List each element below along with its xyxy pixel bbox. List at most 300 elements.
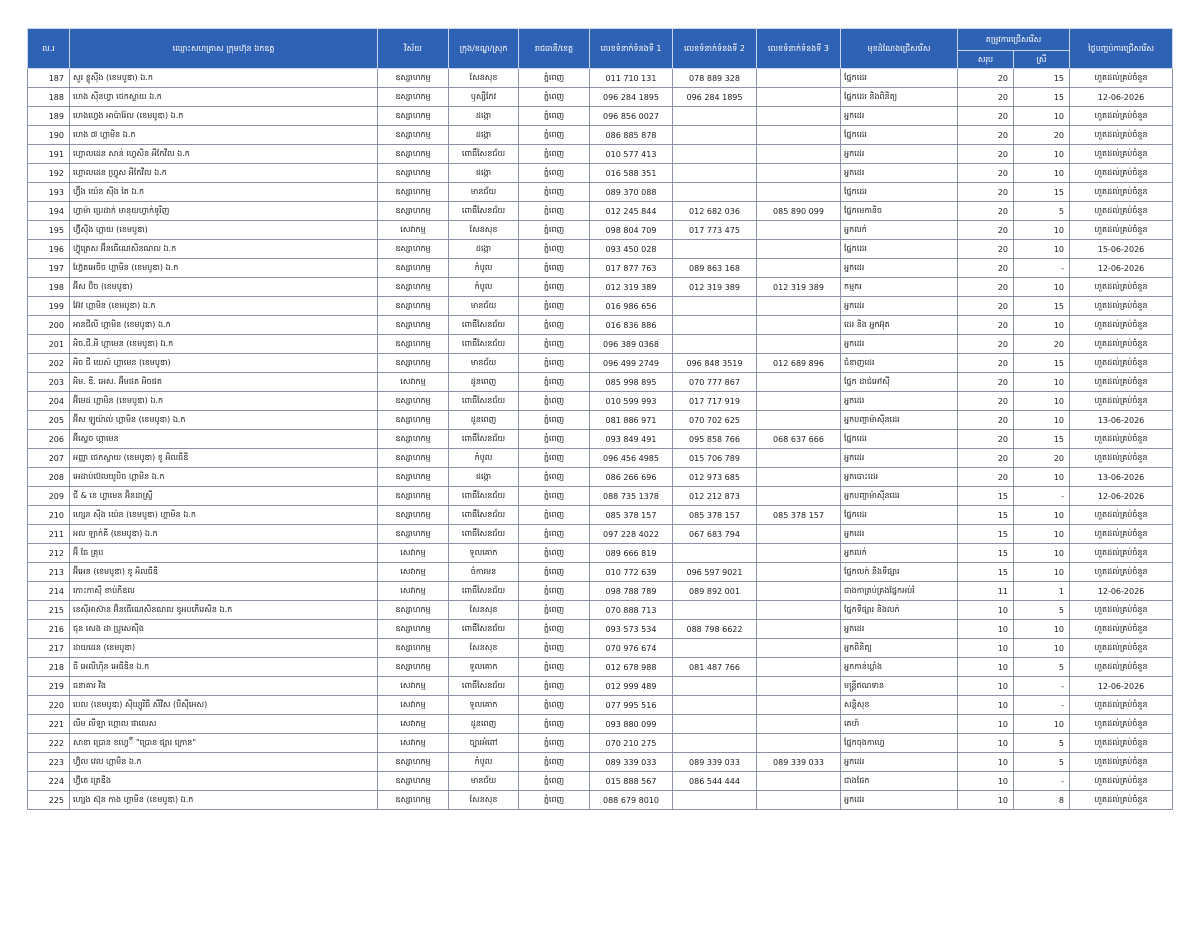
phone-2-cell: 012 973 685	[673, 468, 757, 487]
row-number-cell: 216	[28, 620, 70, 639]
total-count-cell: 20	[958, 430, 1014, 449]
phone-1-cell: 010 772 639	[590, 563, 673, 582]
female-count-cell: 10	[1014, 278, 1070, 297]
district-cell: ពោធិ៍សែនជ័យ	[449, 392, 519, 411]
header-province: រាជធានី/ខេត្ត	[519, 29, 590, 69]
total-count-cell: 10	[958, 715, 1014, 734]
phone-2-cell	[673, 240, 757, 259]
deadline-cell: ហួតដល់គ្រប់ចំនួន	[1070, 544, 1173, 563]
phone-1-cell: 011 710 131	[590, 69, 673, 88]
district-cell: ចំការមន	[449, 563, 519, 582]
company-name-cell: បេល (ខេមបូឌា) សុីឃ្យូរីធី សឺវីស (បីស៊ីអេស)	[70, 696, 378, 715]
position-cell: ផ្នែកលក់ និងទីផ្សារ	[841, 563, 958, 582]
total-count-cell: 20	[958, 183, 1014, 202]
district-cell: ពោធិ៍សែនជ័យ	[449, 620, 519, 639]
total-count-cell: 10	[958, 772, 1014, 791]
deadline-cell: ហួតដល់គ្រប់ចំនួន	[1070, 335, 1173, 354]
district-cell: មានជ័យ	[449, 297, 519, 316]
phone-2-cell	[673, 297, 757, 316]
sector-cell: ឧស្សាហកម្ម	[378, 164, 449, 183]
phone-3-cell	[757, 734, 841, 753]
phone-2-cell: 086 544 444	[673, 772, 757, 791]
province-cell: ភ្នំពេញ	[519, 107, 590, 126]
district-cell: មានជ័យ	[449, 354, 519, 373]
table-row	[28, 145, 1173, 164]
row-number-cell: 217	[28, 639, 70, 658]
district-cell: ពោធិ៍សែនជ័យ	[449, 316, 519, 335]
province-cell: ភ្នំពេញ	[519, 164, 590, 183]
phone-3-cell	[757, 107, 841, 126]
female-count-cell: 10	[1014, 563, 1070, 582]
deadline-cell: ហួតដល់គ្រប់ចំនួន	[1070, 221, 1173, 240]
province-cell: ភ្នំពេញ	[519, 145, 590, 164]
position-cell: អ្នកដេរ	[841, 525, 958, 544]
company-name-cell: សួរ ខ្លូស៊ីង (ខេមបូឌា) ឯ.ក	[70, 69, 378, 88]
phone-1-cell: 012 319 389	[590, 278, 673, 297]
total-count-cell: 20	[958, 69, 1014, 88]
position-cell: អ្នកដេរ	[841, 259, 958, 278]
table-row	[28, 430, 1173, 449]
table-row	[28, 69, 1173, 88]
deadline-cell: 12-06-2026	[1070, 259, 1173, 278]
phone-3-cell	[757, 563, 841, 582]
phone-2-cell: 085 378 157	[673, 506, 757, 525]
row-number-cell: 212	[28, 544, 70, 563]
phone-2-cell	[673, 601, 757, 620]
phone-3-cell	[757, 791, 841, 810]
phone-2-cell	[673, 164, 757, 183]
phone-2-cell	[673, 639, 757, 658]
female-count-cell: 15	[1014, 69, 1070, 88]
table-row	[28, 449, 1173, 468]
total-count-cell: 20	[958, 411, 1014, 430]
province-cell: ភ្នំពេញ	[519, 202, 590, 221]
district-cell: សែនសុខ	[449, 639, 519, 658]
deadline-cell: ហួតដល់គ្រប់ចំនួន	[1070, 183, 1173, 202]
sector-cell: ឧស្សាហកម្ម	[378, 126, 449, 145]
district-cell: កំបូល	[449, 753, 519, 772]
row-number-cell: 225	[28, 791, 70, 810]
female-count-cell: 10	[1014, 240, 1070, 259]
position-cell: អ្នកលក់	[841, 544, 958, 563]
header-phone1: លេខទំនាក់ទំនងទី 1	[590, 29, 673, 69]
phone-3-cell	[757, 620, 841, 639]
phone-2-cell: 070 702 625	[673, 411, 757, 430]
position-cell: ផ្នែកដេរ និងពិនិត្យ	[841, 88, 958, 107]
phone-3-cell	[757, 772, 841, 791]
company-name-cell: អ៊ីស ឡូយ៉ាល់ ហ្គាមិន (ខេមបូឌា) ឯ.ក	[70, 411, 378, 430]
phone-1-cell: 093 849 491	[590, 430, 673, 449]
row-number-cell: 208	[28, 468, 70, 487]
deadline-cell: ហួតដល់គ្រប់ចំនួន	[1070, 126, 1173, 145]
phone-1-cell: 081 886 971	[590, 411, 673, 430]
total-count-cell: 20	[958, 240, 1014, 259]
sector-cell: ឧស្សាហកម្ម	[378, 525, 449, 544]
phone-3-cell	[757, 715, 841, 734]
row-number-cell: 221	[28, 715, 70, 734]
row-number-cell: 190	[28, 126, 70, 145]
deadline-cell: ហួតដល់គ្រប់ចំនួន	[1070, 620, 1173, 639]
company-name-cell: លឹម លីឡា ហ្គោល ផាលេស	[70, 715, 378, 734]
table-row	[28, 715, 1173, 734]
position-cell: អ្នកដេរ	[841, 449, 958, 468]
row-number-cell: 213	[28, 563, 70, 582]
company-name-cell: ខេស៊ីអាស៊ាន អ៊ិនធើណេសិនណល ខូអបភើរេសិន ឯ.ក	[70, 601, 378, 620]
table-row	[28, 639, 1173, 658]
position-cell: សន្តិសុខ	[841, 696, 958, 715]
sector-cell: ឧស្សាហកម្ម	[378, 791, 449, 810]
table-row	[28, 164, 1173, 183]
sector-cell: សេវាកម្ម	[378, 715, 449, 734]
female-count-cell: 10	[1014, 620, 1070, 639]
sector-cell: សេវាកម្ម	[378, 696, 449, 715]
company-name-cell: អ៊ីស ប៊ិច (ខេមបូឌា)	[70, 278, 378, 297]
phone-2-cell: 017 773 475	[673, 221, 757, 240]
row-number-cell: 214	[28, 582, 70, 601]
deadline-cell: ហួតដល់គ្រប់ចំនួន	[1070, 601, 1173, 620]
phone-3-cell	[757, 392, 841, 411]
company-name-cell: អិច ជី យេស៍ ហ្គាមេន (ខេមបូឌា)	[70, 354, 378, 373]
deadline-cell: ហួតដល់គ្រប់ចំនួន	[1070, 316, 1173, 335]
sector-cell: ឧស្សាហកម្ម	[378, 297, 449, 316]
row-number-cell: 215	[28, 601, 70, 620]
phone-3-cell	[757, 658, 841, 677]
position-cell: ផ្នែកដេរ	[841, 240, 958, 259]
company-name-cell: ជី & ខេ ហ្គាមេន អ៊ិនដាស្ទ្រី	[70, 487, 378, 506]
female-count-cell: 10	[1014, 392, 1070, 411]
province-cell: ភ្នំពេញ	[519, 620, 590, 639]
phone-2-cell	[673, 715, 757, 734]
position-cell: ផ្នែកមេកានិច	[841, 202, 958, 221]
province-cell: ភ្នំពេញ	[519, 772, 590, 791]
district-cell: ដង្កោ	[449, 164, 519, 183]
row-number-cell: 207	[28, 449, 70, 468]
phone-3-cell	[757, 335, 841, 354]
sector-cell: ឧស្សាហកម្ម	[378, 430, 449, 449]
company-name-cell: ហ៊្វិល វេល ហ្គាមិន ឯ.ក	[70, 753, 378, 772]
table-row	[28, 392, 1173, 411]
position-cell: មន្ត្រីឥណទាន	[841, 677, 958, 696]
position-cell: ដេរ និង អ្នកអ៊ុត	[841, 316, 958, 335]
header-position: មុខដំណែងជ្រើសរើស	[841, 29, 958, 69]
header-district: ក្រុង/ខណ្ឌ/ស្រុក	[449, 29, 519, 69]
table-row	[28, 297, 1173, 316]
sector-cell: ឧស្សាហកម្ម	[378, 88, 449, 107]
district-cell: ឫស្សីកែវ	[449, 88, 519, 107]
phone-2-cell: 089 892 001	[673, 582, 757, 601]
phone-1-cell: 012 678 988	[590, 658, 673, 677]
position-cell: អ្នកលក់	[841, 221, 958, 240]
row-number-cell: 220	[28, 696, 70, 715]
phone-3-cell	[757, 145, 841, 164]
phone-2-cell: 081 487 766	[673, 658, 757, 677]
header-no: ល.រ	[28, 29, 70, 69]
sector-cell: ឧស្សាហកម្ម	[378, 772, 449, 791]
deadline-cell: ហួតដល់គ្រប់ចំនួន	[1070, 753, 1173, 772]
company-name-cell: ហ្វ៊ីង យ៉េន ស៊ីង តៃ ឯ.ក	[70, 183, 378, 202]
company-name-cell: ហ៊្វូត្រេស អ៊ីនធើណេសិនណល ឯ.ក	[70, 240, 378, 259]
table-row	[28, 240, 1173, 259]
female-count-cell: 10	[1014, 373, 1070, 392]
phone-2-cell: 012 319 389	[673, 278, 757, 297]
district-cell: សែនសុខ	[449, 601, 519, 620]
phone-1-cell: 089 666 819	[590, 544, 673, 563]
phone-1-cell: 088 679 8010	[590, 791, 673, 810]
company-name-cell: អញ្ញា ថេកស្ទាយ (ខេមបូឌា) ខូ អិលធីឌី	[70, 449, 378, 468]
phone-3-cell: 068 637 666	[757, 430, 841, 449]
total-count-cell: 15	[958, 563, 1014, 582]
row-number-cell: 218	[28, 658, 70, 677]
total-count-cell: 20	[958, 468, 1014, 487]
table-row	[28, 316, 1173, 335]
phone-1-cell: 015 888 567	[590, 772, 673, 791]
deadline-cell: ហួតដល់គ្រប់ចំនួន	[1070, 430, 1173, 449]
female-count-cell: 15	[1014, 297, 1070, 316]
position-cell: អ្នកដេរ	[841, 107, 958, 126]
position-cell: ជំនាញដេរ	[841, 354, 958, 373]
position-cell: អ្នកដេរ	[841, 753, 958, 772]
phone-2-cell: 015 706 789	[673, 449, 757, 468]
company-name-cell: ជុន សេង ដា ប្រូសេស៊ីង	[70, 620, 378, 639]
phone-3-cell	[757, 69, 841, 88]
province-cell: ភ្នំពេញ	[519, 639, 590, 658]
district-cell: ពោធិ៍សែនជ័យ	[449, 202, 519, 221]
sector-cell: ឧស្សាហកម្ម	[378, 753, 449, 772]
deadline-cell: ហួតដល់គ្រប់ចំនួន	[1070, 373, 1173, 392]
table-row	[28, 506, 1173, 525]
table-row	[28, 107, 1173, 126]
province-cell: ភ្នំពេញ	[519, 354, 590, 373]
company-name-cell: ហេងហ្វេង អាប៉ារ៉ែល (ខេមបូឌា) ឯ.ក	[70, 107, 378, 126]
district-cell: ដូនពេញ	[449, 373, 519, 392]
position-cell: កម្មករ	[841, 278, 958, 297]
phone-3-cell	[757, 601, 841, 620]
company-name-cell: សាខា ប្រោន ខហ្វេ៊ី "ប្រោន ផ្សារ ក្រោន"	[70, 734, 378, 753]
phone-2-cell	[673, 145, 757, 164]
district-cell: កំបូល	[449, 259, 519, 278]
table-row	[28, 620, 1173, 639]
phone-1-cell: 097 228 4022	[590, 525, 673, 544]
phone-1-cell: 085 998 895	[590, 373, 673, 392]
table-row	[28, 88, 1173, 107]
position-cell: អ្នកកាន់ឃ្លាំង	[841, 658, 958, 677]
row-number-cell: 210	[28, 506, 70, 525]
table-row	[28, 373, 1173, 392]
phone-1-cell: 017 877 763	[590, 259, 673, 278]
row-number-cell: 205	[28, 411, 70, 430]
position-cell: ផ្នែកដេរ	[841, 183, 958, 202]
sector-cell: ឧស្សាហកម្ម	[378, 335, 449, 354]
company-name-cell: ហ្សេន ស៊ីង យ៉េន (ខេមបូឌា) ហ្គាមិន ឯ.ក	[70, 506, 378, 525]
company-name-cell: ហេង ៧ ហ្គាមិន ឯ.ក	[70, 126, 378, 145]
row-number-cell: 223	[28, 753, 70, 772]
province-cell: ភ្នំពេញ	[519, 126, 590, 145]
province-cell: ភ្នំពេញ	[519, 791, 590, 810]
district-cell: ដង្កោ	[449, 126, 519, 145]
phone-2-cell	[673, 696, 757, 715]
sector-cell: សេវាកម្ម	[378, 734, 449, 753]
district-cell: ទួលគោក	[449, 544, 519, 563]
female-count-cell: -	[1014, 677, 1070, 696]
district-cell: ពោធិ៍សែនជ័យ	[449, 335, 519, 354]
table-row	[28, 487, 1173, 506]
district-cell: ដូនពេញ	[449, 411, 519, 430]
district-cell: មានជ័យ	[449, 772, 519, 791]
phone-2-cell: 012 212 873	[673, 487, 757, 506]
table-row	[28, 582, 1173, 601]
sector-cell: ឧស្សាហកម្ម	[378, 411, 449, 430]
total-count-cell: 10	[958, 601, 1014, 620]
deadline-cell: ហួតដល់គ្រប់ចំនួន	[1070, 297, 1173, 316]
deadline-cell: 15-06-2026	[1070, 240, 1173, 259]
row-number-cell: 191	[28, 145, 70, 164]
total-count-cell: 20	[958, 145, 1014, 164]
female-count-cell: 10	[1014, 411, 1070, 430]
phone-3-cell	[757, 487, 841, 506]
table-row	[28, 601, 1173, 620]
deadline-cell: ហួតដល់គ្រប់ចំនួន	[1070, 145, 1173, 164]
deadline-cell: ហួតដល់គ្រប់ចំនួន	[1070, 658, 1173, 677]
row-number-cell: 192	[28, 164, 70, 183]
position-cell: ផ្នែកដេរ	[841, 506, 958, 525]
deadline-cell: ហួតដល់គ្រប់ចំនួន	[1070, 392, 1173, 411]
company-name-cell: ធី អេលីហ៊ិន អេធីឌិន ឯ.ក	[70, 658, 378, 677]
table-row	[28, 411, 1173, 430]
phone-2-cell	[673, 734, 757, 753]
deadline-cell: ហួតដល់គ្រប់ចំនួន	[1070, 696, 1173, 715]
phone-2-cell: 067 683 794	[673, 525, 757, 544]
female-count-cell: 5	[1014, 601, 1070, 620]
phone-1-cell: 093 573 534	[590, 620, 673, 639]
company-name-cell: ធនាគារ វីង	[70, 677, 378, 696]
phone-3-cell	[757, 164, 841, 183]
sector-cell: ឧស្សាហកម្ម	[378, 354, 449, 373]
phone-2-cell: 095 858 766	[673, 430, 757, 449]
phone-2-cell: 017 717 919	[673, 392, 757, 411]
table-row	[28, 126, 1173, 145]
deadline-cell: 12-06-2026	[1070, 487, 1173, 506]
position-cell: ផ្នែកដេរ	[841, 430, 958, 449]
phone-2-cell	[673, 335, 757, 354]
district-cell: ដង្កោ	[449, 240, 519, 259]
phone-3-cell	[757, 221, 841, 240]
company-name-cell: អិច.ជី.អី ហ្គាមេន (ខេមបូឌា) ឯ.ក	[70, 335, 378, 354]
district-cell: សែនសុខ	[449, 221, 519, 240]
header-female: ស្រី	[1014, 51, 1070, 69]
phone-1-cell: 012 245 844	[590, 202, 673, 221]
total-count-cell: 11	[958, 582, 1014, 601]
position-cell: អ្នកដេរ	[841, 392, 958, 411]
total-count-cell: 20	[958, 164, 1014, 183]
row-number-cell: 219	[28, 677, 70, 696]
row-number-cell: 195	[28, 221, 70, 240]
table-row	[28, 183, 1173, 202]
header-company: ឈ្មោះសហគ្រាស ក្រុមហ៊ុន ឯកឧត្ត	[70, 29, 378, 69]
phone-2-cell	[673, 107, 757, 126]
sector-cell: ឧស្សាហកម្ម	[378, 183, 449, 202]
position-cell: ជាងកាត្រប់គ្រងផ្នែកអប់រំ	[841, 582, 958, 601]
row-number-cell: 197	[28, 259, 70, 278]
phone-1-cell: 096 389 0368	[590, 335, 673, 354]
phone-1-cell: 096 499 2749	[590, 354, 673, 373]
sector-cell: សេវាកម្ម	[378, 563, 449, 582]
female-count-cell: 10	[1014, 506, 1070, 525]
district-cell: ពោធិ៍សែនជ័យ	[449, 145, 519, 164]
row-number-cell: 201	[28, 335, 70, 354]
position-cell: ផ្នែកទីផ្សារ និងលក់	[841, 601, 958, 620]
company-name-cell: អ៊ី ធែ គ្រុប	[70, 544, 378, 563]
phone-3-cell: 085 378 157	[757, 506, 841, 525]
total-count-cell: 10	[958, 791, 1014, 810]
phone-2-cell: 096 284 1895	[673, 88, 757, 107]
district-cell: កំបូល	[449, 278, 519, 297]
row-number-cell: 224	[28, 772, 70, 791]
company-name-cell: អានជីលី ហ្គាមិន (ខេមបូឌា) ឯ.ក	[70, 316, 378, 335]
row-number-cell: 187	[28, 69, 70, 88]
company-name-cell: កោះកាសុី ខាប់ភីឌល	[70, 582, 378, 601]
position-cell: ផ្នែកដេរ	[841, 126, 958, 145]
total-count-cell: 10	[958, 753, 1014, 772]
phone-1-cell: 088 735 1378	[590, 487, 673, 506]
phone-2-cell: 078 889 328	[673, 69, 757, 88]
recruitment-table-sheet	[27, 28, 1172, 810]
position-cell: ផ្នែក ដាជ់អៅស៊ី	[841, 373, 958, 392]
sector-cell: ឧស្សាហកម្ម	[378, 278, 449, 297]
female-count-cell: -	[1014, 696, 1070, 715]
phone-3-cell	[757, 373, 841, 392]
phone-3-cell	[757, 544, 841, 563]
female-count-cell: 10	[1014, 316, 1070, 335]
phone-1-cell: 098 804 709	[590, 221, 673, 240]
province-cell: ភ្នំពេញ	[519, 734, 590, 753]
phone-1-cell: 089 370 088	[590, 183, 673, 202]
sector-cell: ឧស្សាហកម្ម	[378, 69, 449, 88]
phone-1-cell: 016 986 656	[590, 297, 673, 316]
phone-2-cell: 012 682 036	[673, 202, 757, 221]
district-cell: ដង្កោ	[449, 107, 519, 126]
province-cell: ភ្នំពេញ	[519, 487, 590, 506]
province-cell: ភ្នំពេញ	[519, 278, 590, 297]
phone-3-cell	[757, 639, 841, 658]
district-cell: ទួលគោក	[449, 658, 519, 677]
total-count-cell: 20	[958, 392, 1014, 411]
phone-1-cell: 093 880 099	[590, 715, 673, 734]
phone-1-cell: 098 788 789	[590, 582, 673, 601]
company-name-cell: អល ឡាក់គី (ខេមបូឌា) ឯ.ក	[70, 525, 378, 544]
phone-3-cell	[757, 449, 841, 468]
deadline-cell: ហួតដល់គ្រប់ចំនួន	[1070, 639, 1173, 658]
position-cell: អ្នកបញ្ជាម៉ាស៊ីនដេរ	[841, 411, 958, 430]
phone-1-cell: 070 976 674	[590, 639, 673, 658]
sector-cell: សេវាកម្ម	[378, 677, 449, 696]
phone-2-cell	[673, 677, 757, 696]
female-count-cell: 20	[1014, 449, 1070, 468]
province-cell: ភ្នំពេញ	[519, 392, 590, 411]
table-row	[28, 696, 1173, 715]
female-count-cell: -	[1014, 772, 1070, 791]
phone-1-cell: 086 885 878	[590, 126, 673, 145]
position-cell: អ្នកបញ្ជាម៉ាស៊ីនដេរ	[841, 487, 958, 506]
phone-3-cell	[757, 316, 841, 335]
phone-1-cell: 016 836 886	[590, 316, 673, 335]
row-number-cell: 196	[28, 240, 70, 259]
company-name-cell: ហ្គោលដេន សាន់ ហ្វេសិន អីកែវីល ឯ.ក	[70, 145, 378, 164]
province-cell: ភ្នំពេញ	[519, 297, 590, 316]
row-number-cell: 209	[28, 487, 70, 506]
female-count-cell: 10	[1014, 525, 1070, 544]
header-sector: វិស័យ	[378, 29, 449, 69]
header-phone3: លេខទំនាក់ទំនងទី 3	[757, 29, 841, 69]
